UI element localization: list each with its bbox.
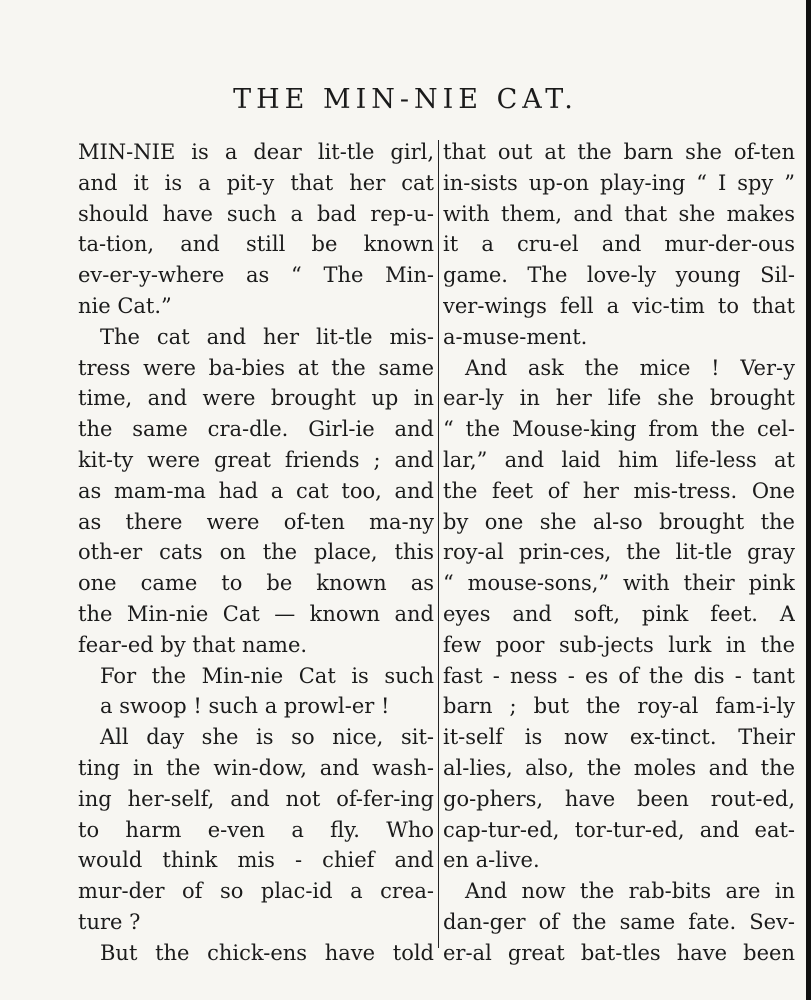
text-line: kit-ty were great friends ; and	[78, 447, 434, 472]
text-line: fear-ed by that name.	[78, 632, 308, 657]
text-line: to harm e-ven a fly. Who	[78, 817, 434, 842]
text-line: fast - ness - es of the dis - tant	[443, 663, 795, 688]
text-line: ting in the win-dow, and wash-	[78, 755, 434, 780]
text-line: cap-tur-ed, tor-tur-ed, and eat-	[443, 817, 795, 842]
text-line: The cat and her lit-tle mis-	[100, 324, 434, 349]
text-line: as there were of-ten ma-ny	[78, 509, 434, 534]
text-line: ev-er-y-where as “ The Min-	[78, 263, 434, 288]
text-line: MIN-NIE is a dear lit-tle girl,	[78, 140, 434, 164]
text-line: go-phers, have been rout-ed,	[443, 786, 795, 811]
text-line: dan-ger of the same fate. Sev-	[443, 909, 795, 934]
text-line: en a-live.	[443, 848, 540, 873]
text-line: it a cru-el and mur-der-ous	[443, 232, 795, 257]
text-line: ver-wings fell a vic-tim to that	[443, 293, 795, 318]
text-line: and it is a pit-y that her cat	[78, 170, 434, 195]
page-edge-bar	[806, 0, 811, 1000]
text-line: time, and were brought up in	[78, 386, 434, 411]
text-line: lar,” and laid him life-less at	[443, 447, 795, 472]
text-line: “ the Mouse-king from the cel-	[443, 417, 795, 442]
text-line: a-muse-ment.	[443, 324, 588, 349]
text-line: game. The love-ly young Sil-	[443, 263, 795, 288]
text-line: “ mouse-sons,” with their pink	[443, 571, 795, 596]
text-line: a swoop ! such a prowl-er !	[100, 694, 390, 719]
text-line: should have such a bad rep-u-	[78, 201, 434, 226]
article-title: THE MIN-NIE CAT.	[233, 84, 578, 115]
text-line: in-sists up-on play-ing “ I spy ”	[443, 170, 795, 195]
text-line: the same cra-dle. Girl-ie and	[78, 417, 434, 442]
column-divider	[438, 140, 439, 948]
text-line: few poor sub-jects lurk in the	[443, 632, 795, 657]
text-line: ta-tion, and still be known	[78, 232, 434, 257]
text-line: by one she al-so brought the	[443, 509, 795, 534]
text-line: ear-ly in her life she brought	[443, 386, 795, 411]
text-line: barn ; but the roy-al fam-i-ly	[443, 694, 795, 719]
text-line: that out at the barn she of-ten	[443, 140, 795, 164]
text-line: For the Min-nie Cat is such	[100, 663, 434, 688]
text-line: mur-der of so plac-id a crea-	[78, 879, 434, 904]
right-column	[443, 137, 795, 969]
text-line: And now the rab-bits are in	[465, 879, 795, 904]
text-line: one came to be known as	[78, 571, 434, 596]
text-line: with them, and that she makes	[443, 201, 795, 226]
text-line: tress were ba-bies at the same	[78, 355, 434, 380]
left-column	[78, 137, 434, 969]
text-line: eyes and soft, pink feet. A	[443, 601, 795, 626]
text-line: All day she is so nice, sit-	[100, 725, 434, 750]
text-line: would think mis - chief and	[78, 848, 434, 873]
text-line: the Min-nie Cat — known and	[78, 601, 434, 626]
text-line: roy-al prin-ces, the lit-tle gray	[443, 540, 795, 565]
text-line: er-al great bat-tles have been	[443, 940, 795, 965]
text-line: al-lies, also, the moles and the	[443, 755, 795, 780]
text-line: the feet of her mis-tress. One	[443, 478, 795, 503]
text-line: nie Cat.”	[78, 293, 172, 318]
text-line: And ask the mice ! Ver-y	[465, 355, 795, 380]
text-line: it-self is now ex-tinct. Their	[443, 725, 795, 750]
text-line: oth-er cats on the place, this	[78, 540, 434, 565]
text-line: ture ?	[78, 909, 141, 934]
text-line: But the chick-ens have told	[100, 940, 434, 965]
text-line: as mam-ma had a cat too, and	[78, 478, 434, 503]
text-line: ing her-self, and not of-fer-ing	[78, 786, 434, 811]
